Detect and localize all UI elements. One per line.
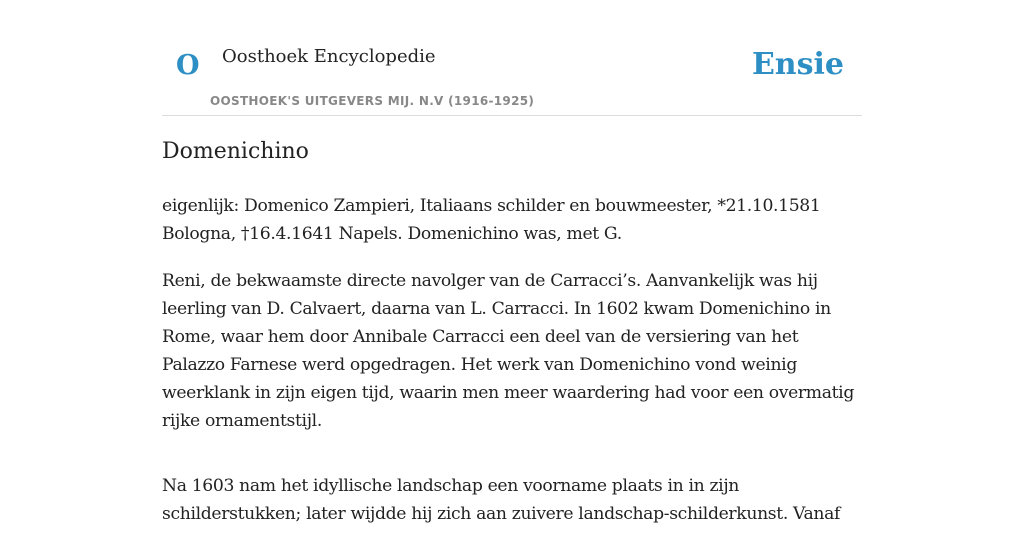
entry-paragraph: eigenlijk: Domenico Zampieri, Italiaans schilder en bouwmeester, *21.10.1581 Bologna, †16.4.1641 Napels. Domenichino was, met G.	[162, 196, 821, 244]
entry-title: Domenichino	[162, 139, 309, 164]
page-container	[162, 0, 862, 524]
entry-body	[162, 192, 862, 547]
book-logo[interactable]: O	[176, 50, 200, 81]
entry-paragraph: Na 1603 nam het idyllische landschap een voorname plaats in in zijn schilderstukken; later wijdde hij zich aan zuivere landschap-schilderkunst. Vanaf	[162, 476, 841, 524]
publisher-label: OOSTHOEK'S UITGEVERS MIJ. N.V (1916-1925)	[210, 94, 535, 108]
site-header	[162, 0, 862, 116]
entry-paragraph: Reni, de bekwaamste directe navolger van de Carracci’s. Aanvankelijk was hij leerling van D. Calvaert, daarna van L. Carracci. In 1602 kwam Domenichino in Rome, waar hem door Annibale Carracci een deel van de versiering van het Palazzo Farnese werd opgedragen. Het werk van Domenichino vond weinig weerklank in zijn eigen tijd, waarin men meer waardering had voor een overmatig rijke ornamentstijl.	[162, 271, 854, 431]
ensie-logo-link[interactable]: Ensie	[751, 47, 844, 82]
book-title-link[interactable]: Oosthoek Encyclopedie	[222, 46, 436, 67]
